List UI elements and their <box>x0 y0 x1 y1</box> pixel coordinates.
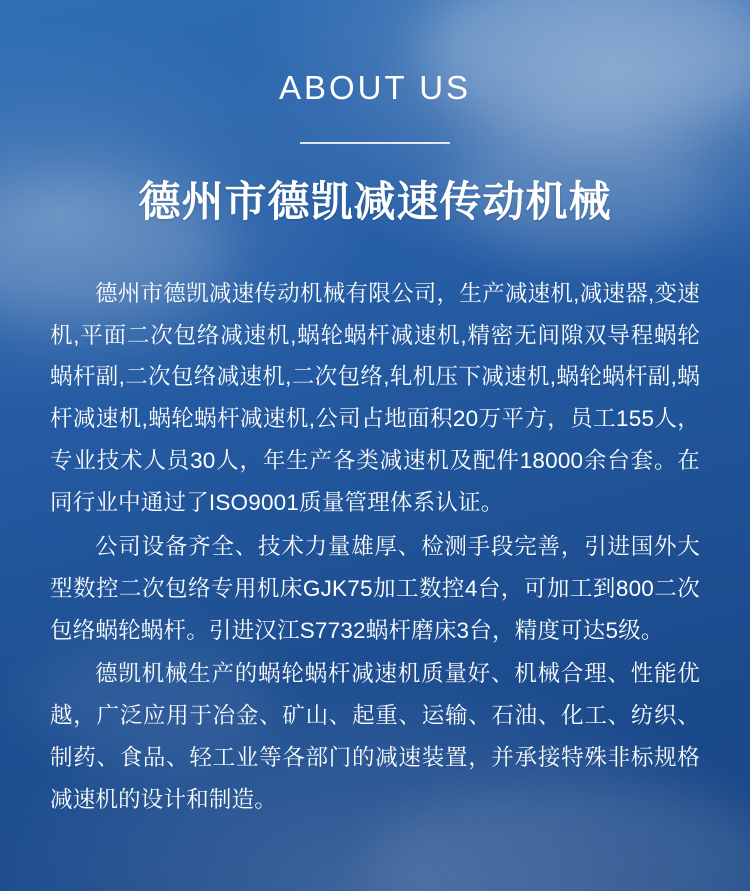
body-paragraph: 德凯机械生产的蜗轮蜗杆减速机质量好、机械合理、性能优越，广泛应用于冶金、矿山、起重、运输、石油、化工、纺织、制药、食品、轻工业等各部门的减速装置，并承接特殊非标规格减速机的设计和制造。 <box>50 661 700 812</box>
about-body <box>40 273 710 821</box>
section-eyebrow: ABOUT US <box>278 69 472 106</box>
body-paragraph: 公司设备齐全、技术力量雄厚、检测手段完善，引进国外大型数控二次包络专用机床GJK75加工数控4台，可加工到800二次包络蜗轮蜗杆。引进汉江S7732蜗杆磨床3台，精度可达5级。 <box>50 533 700 643</box>
body-paragraph: 德州市德凯减速传动机械有限公司，生产减速机,减速器,变速机,平面二次包络减速机,蜗轮蜗杆减速机,精密无间隙双导程蜗轮蜗杆副,二次包络减速机,二次包络,轧机压下减速机,蜗轮蜗杆副,蜗杆减速机,蜗轮蜗杆减速机,公司占地面积20万平方，员工155人，专业技术人员30人，年生产各类减速机及配件18000余台套。在同行业中通过了ISO9001质量管理体系认证。 <box>50 280 700 516</box>
page-title: 德州市德凯减速传动机械 <box>138 178 612 226</box>
content-container <box>0 70 750 821</box>
title-divider <box>300 142 450 144</box>
